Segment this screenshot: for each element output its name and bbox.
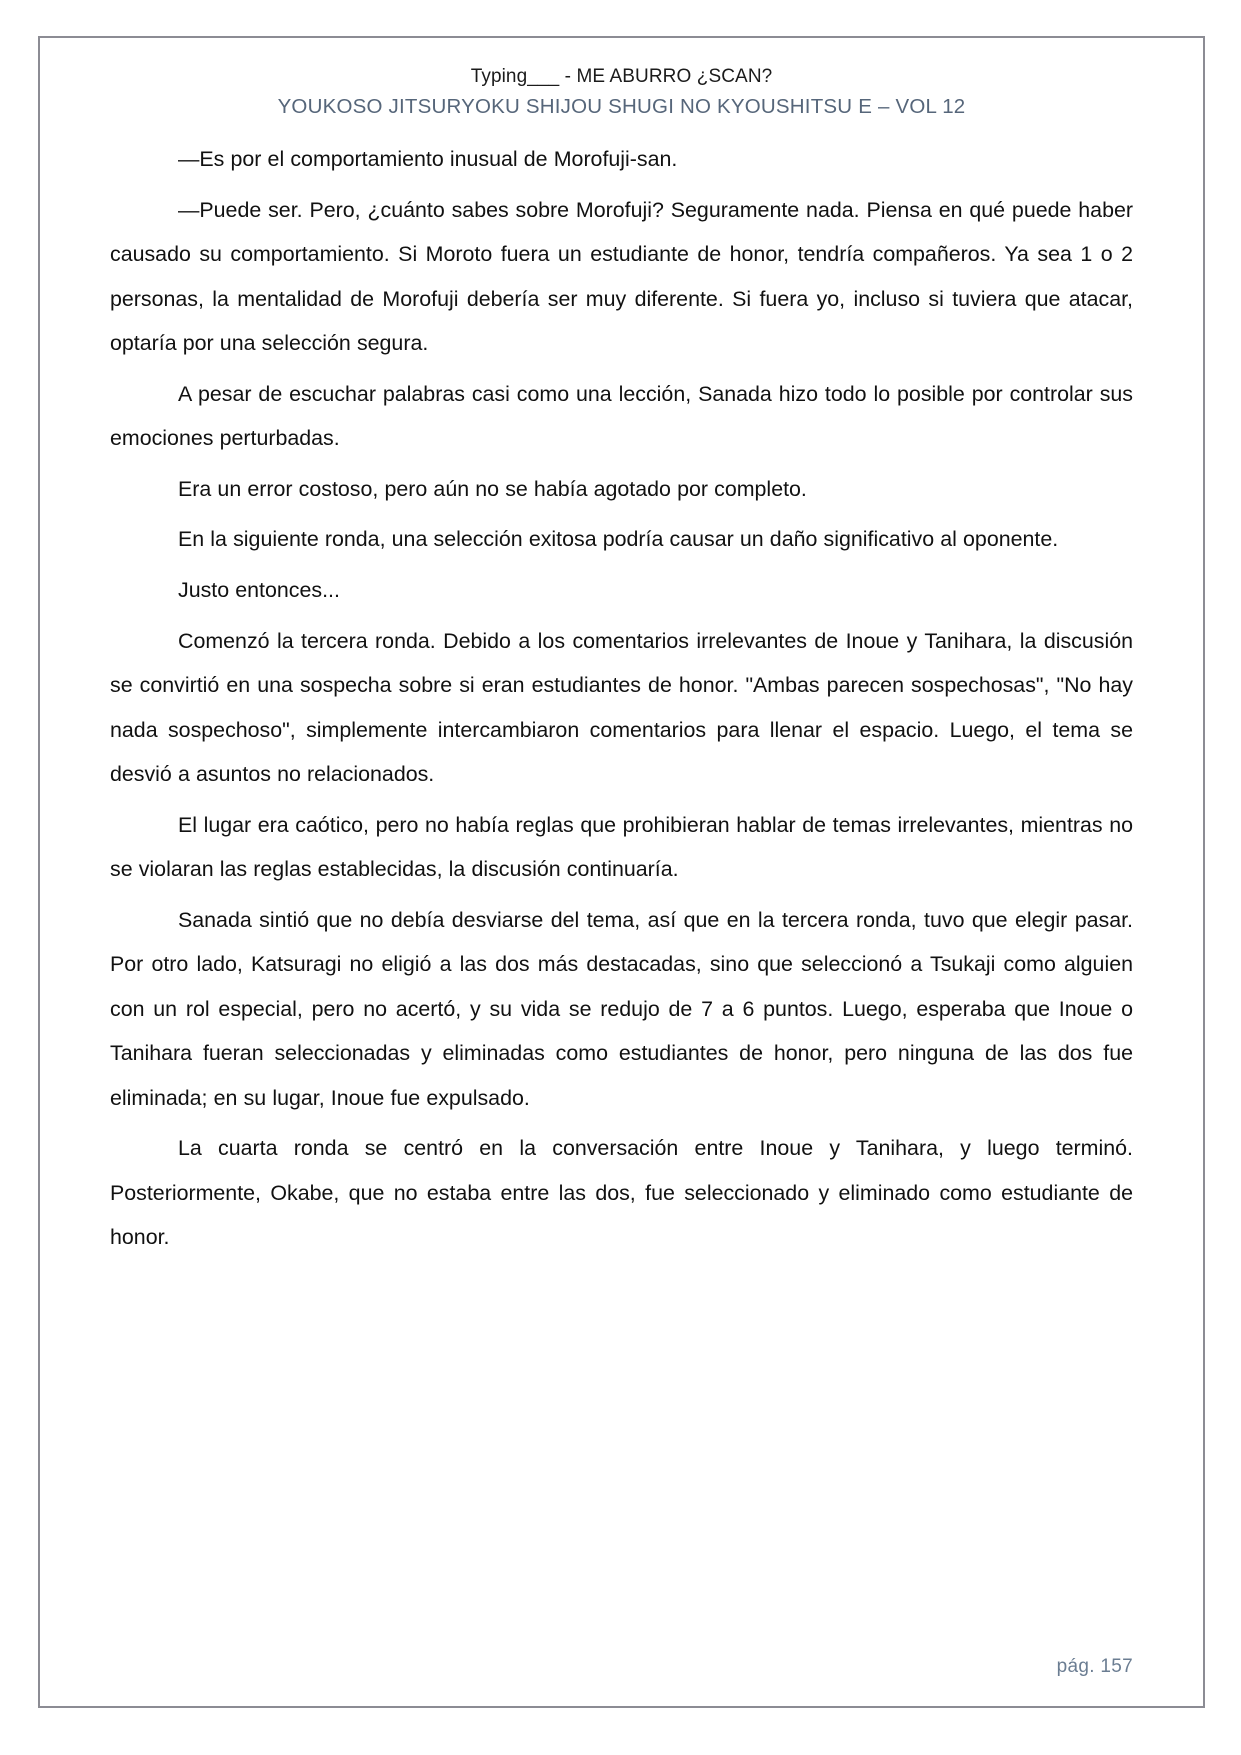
page-content (38, 36, 1205, 1708)
paragraph: Era un error costoso, pero aún no se había agotado por completo. (178, 476, 807, 501)
paragraph: Sanada sintió que no debía desviarse del tema, así que en la tercera ronda, tuvo que elegir pasar. Por otro lado, Katsuragi no eligió a las dos más destacadas, sino que seleccionó a Tsukaji como alguien con un rol especial, pero no acertó, y su vida se redujo de 7 a 6 puntos. Luego, esperaba que Inoue o Tanihara fueran seleccionadas y eliminadas como estudiantes de honor, pero ninguna de las dos fue eliminada; en su lugar, Inoue fue expulsado. (110, 907, 1133, 1110)
paragraph: —Es por el comportamiento inusual de Morofuji-san. (178, 147, 678, 172)
page-number: pág. 157 (1056, 1656, 1133, 1677)
body-text (110, 137, 1133, 1259)
paragraph: En la siguiente ronda, una selección exitosa podría causar un daño significativo al oponente. (178, 527, 1059, 552)
paragraph: A pesar de escuchar palabras casi como una lección, Sanada hizo todo lo posible por controlar sus emociones perturbadas. (110, 381, 1133, 451)
paragraph: El lugar era caótico, pero no había reglas que prohibieran hablar de temas irrelevantes, mientras no se violaran las reglas establecidas, la discusión continuaría. (110, 812, 1133, 882)
header-title-line: Typing___ - ME ABURRO ¿SCAN? (470, 66, 773, 87)
paragraph: Comenzó la tercera ronda. Debido a los comentarios irrelevantes de Inoue y Tanihara, la discusión se convirtió en una sospecha sobre si eran estudiantes de honor. "Ambas parecen sospechosas", "No hay nada sospechoso", simplemente intercambiaron comentarios para llenar el espacio. Luego, el tema se desvió a asuntos no relacionados. (110, 628, 1133, 787)
document-header (110, 64, 1133, 121)
paragraph: Justo entonces... (178, 578, 340, 602)
paragraph: —Puede ser. Pero, ¿cuánto sabes sobre Morofuji? Seguramente nada. Piensa en qué puede haber causado su comportamiento. Si Moroto fuera un estudiante de honor, tendría compañeros. Ya sea 1 o 2 personas, la mentalidad de Morofuji debería ser muy diferente. Si fuera yo, incluso si tuviera que atacar, optaría por una selección segura. (110, 197, 1133, 356)
header-subtitle-line: YOUKOSO JITSURYOKU SHIJOU SHUGI NO KYOUSHITSU E – VOL 12 (277, 94, 966, 118)
paragraph: La cuarta ronda se centró en la conversación entre Inoue y Tanihara, y luego terminó. Posteriormente, Okabe, que no estaba entre las dos, fue seleccionado y eliminado como estudiante de honor. (110, 1136, 1133, 1250)
